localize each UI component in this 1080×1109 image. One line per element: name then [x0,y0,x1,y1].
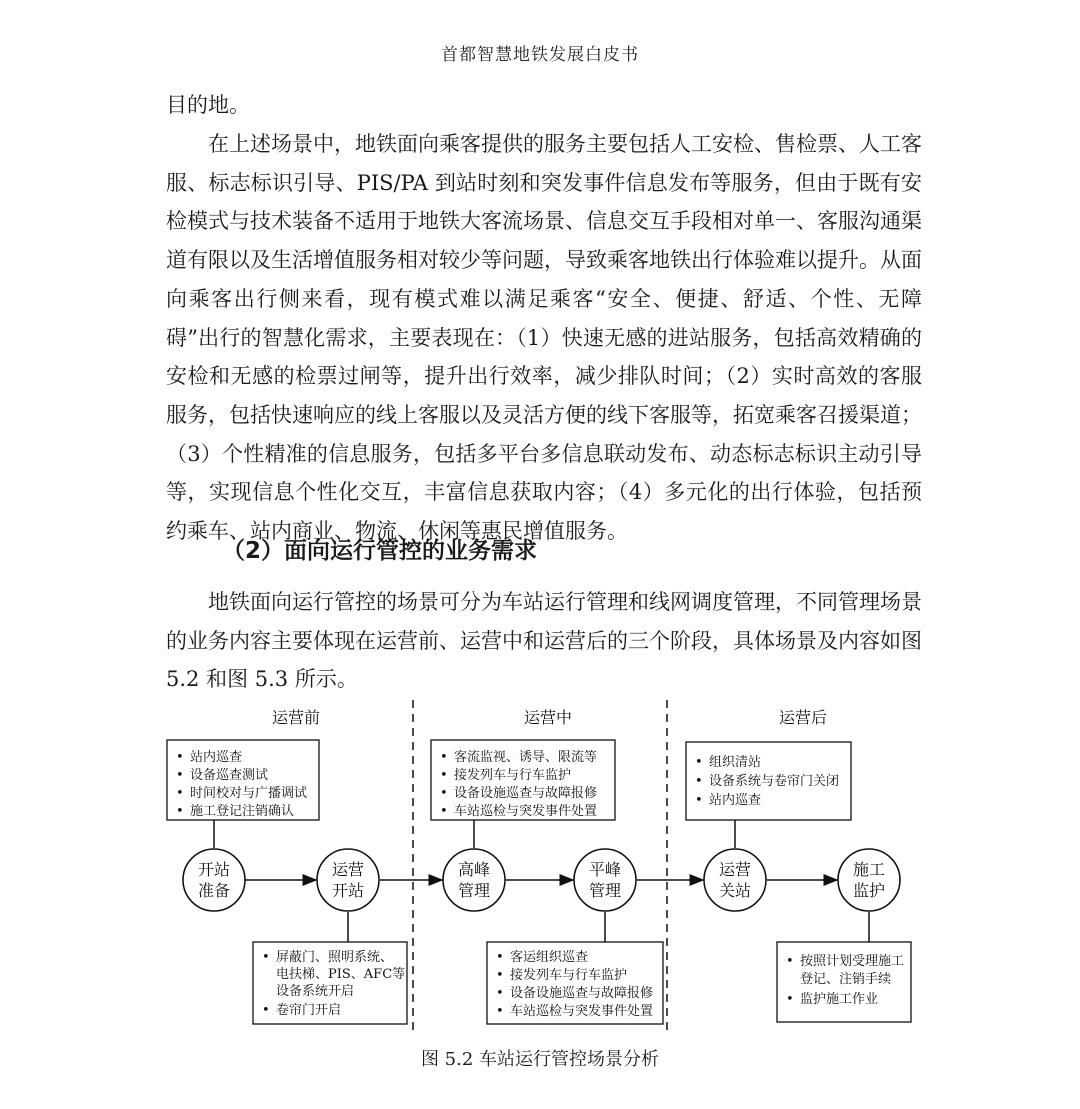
svg-text:监护施工作业: 监护施工作业 [800,992,879,1007]
svg-text:•: • [440,768,448,783]
svg-text:•: • [176,750,184,765]
svg-text:•: • [695,755,703,770]
svg-text:•: • [496,1004,504,1019]
page-header-title: 首都智慧地铁发展白皮书 [441,45,639,65]
svg-text:•: • [262,1003,270,1018]
svg-text:•: • [786,992,794,1007]
svg-text:施工登记注销确认: 施工登记注销确认 [190,804,295,819]
box-before-open-tasks [167,740,319,820]
svg-text:登记、注销手续: 登记、注销手续 [800,972,892,987]
svg-text:组织清站: 组织清站 [709,755,762,770]
paragraph-2: 在上述场景中，地铁面向乘客提供的服务主要包括人工安检、售检票、人工客服、标志标识引导、PIS/PA 到站时刻和突发事件信息发布等服务，但由于既有安检模式与技术装备不适用于地铁大客流场景、信息交互手段相对单一、客服沟通渠道有限以及生活增值服务相对较少等问题，导致乘客地铁出行体验难以提升。从面向乘客出行侧来看，现有模式难以满足乘客“安全、便捷、舒适、个性、无障碍”出行的智慧化需求，主要表现在：（1）快速无感的进站服务，包括高效精确的安检和无感的检票过闸等，提升出行效率，减少排队时间；（2）实时高效的客服服务，包括快速响应的线上客服以及灵活方便的线下客服等，拓宽乘客召援渠道；（3）个性精准的信息服务，包括多平台多信息联动发布、动态标志标识主动引导等，实现信息个性化交互，丰富信息获取内容；（4）多元化的出行体验，包括预约乘车、站内商业、物流、休闲等惠民增值服务。 [166,132,922,544]
svg-text:•: • [440,750,448,765]
node-peak-management [443,849,505,911]
svg-text:•: • [496,986,504,1001]
svg-text:接发列车与行车监护: 接发列车与行车监护 [454,768,572,783]
phase-label-before: 运营前 [271,708,321,727]
box-operation-open-tasks [253,942,407,1024]
svg-text:时间校对与广播调试: 时间校对与广播调试 [190,786,308,801]
svg-text:车站巡检与突发事件处置: 车站巡检与突发事件处置 [510,1004,654,1019]
svg-text:站内巡查: 站内巡查 [709,793,762,808]
paragraph-1: 目的地。 [166,93,250,117]
box-station-close-tasks [686,742,851,820]
svg-text:设备巡查测试: 设备巡查测试 [190,768,269,783]
svg-text:•: • [496,968,504,983]
node-offpeak-management [574,849,636,911]
svg-text:屏蔽门、照明系统、: 屏蔽门、照明系统、 [276,950,394,965]
svg-text:•: • [695,793,703,808]
svg-text:关站: 关站 [718,881,752,900]
svg-text:•: • [496,950,504,965]
svg-text:设备系统开启: 设备系统开启 [276,984,355,999]
section-heading: （2）面向运行管控的业务需求 [222,538,538,564]
svg-text:•: • [440,786,448,801]
svg-text:•: • [176,786,184,801]
svg-text:管理: 管理 [588,881,622,900]
node-open-prep [183,849,245,911]
svg-text:运营: 运营 [331,860,365,879]
box-construction-tasks [777,942,911,1022]
svg-text:设备系统与卷帘门关闭: 设备系统与卷帘门关闭 [709,774,840,789]
svg-text:高峰: 高峰 [457,860,491,879]
svg-text:客运组织巡查: 客运组织巡查 [510,950,589,965]
svg-text:接发列车与行车监护: 接发列车与行车监护 [510,968,628,983]
phase-label-after: 运营后 [778,708,828,727]
svg-text:车站巡检与突发事件处置: 车站巡检与突发事件处置 [454,804,598,819]
svg-text:•: • [176,804,184,819]
svg-text:准备: 准备 [197,881,231,900]
svg-text:平峰: 平峰 [588,860,622,879]
svg-text:施工: 施工 [852,860,886,879]
svg-text:开站: 开站 [197,860,231,879]
svg-text:•: • [695,774,703,789]
phase-label-during: 运营中 [523,708,573,727]
paragraph-3: 地铁面向运行管控的场景可分为车站运行管理和线网调度管理，不同管理场景的业务内容主要体现在运营前、运营中和运营后的三个阶段，具体场景及内容如图 5.2 和图 5.3 所示。 [166,590,922,692]
svg-text:开站: 开站 [331,881,365,900]
svg-text:按照计划受理施工: 按照计划受理施工 [800,954,905,969]
node-operation-open [317,849,379,911]
svg-text:卷帘门开启: 卷帘门开启 [276,1003,342,1018]
box-peak-tasks [431,740,615,820]
svg-text:•: • [440,804,448,819]
svg-text:电扶梯、PIS、AFC等: 电扶梯、PIS、AFC等 [276,967,406,982]
node-construction-monitor [838,849,900,911]
svg-text:•: • [176,768,184,783]
svg-text:设备设施巡查与故障报修: 设备设施巡查与故障报修 [510,986,654,1001]
node-station-close [704,849,766,911]
svg-text:管理: 管理 [457,881,491,900]
svg-text:设备设施巡查与故障报修: 设备设施巡查与故障报修 [454,786,598,801]
svg-text:客流监视、诱导、限流等: 客流监视、诱导、限流等 [454,750,598,765]
svg-text:站内巡查: 站内巡查 [190,750,243,765]
station-control-flow-diagram [0,690,1080,1030]
svg-text:•: • [786,954,794,969]
svg-text:•: • [262,950,270,965]
figure-caption: 图 5.2 车站运行管控场景分析 [420,1049,660,1070]
svg-text:运营: 运营 [718,860,752,879]
box-offpeak-tasks [487,942,663,1024]
svg-text:监护: 监护 [852,881,886,900]
